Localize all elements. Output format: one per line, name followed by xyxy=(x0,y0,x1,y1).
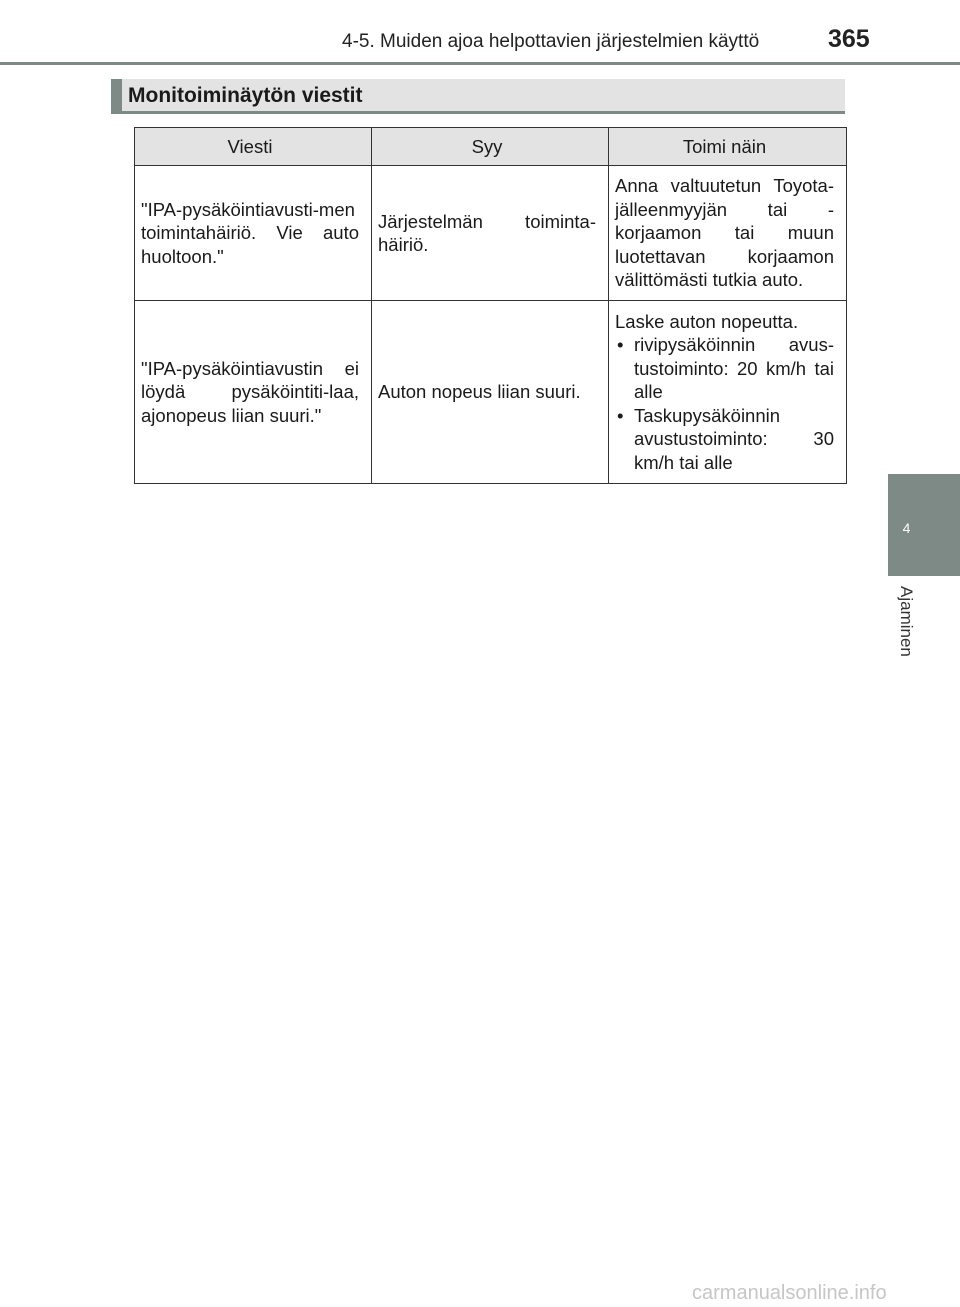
chapter-tab-number: 4 xyxy=(902,520,911,536)
chapter-tab xyxy=(888,474,960,576)
messages-table xyxy=(134,127,847,484)
list-item: • rivipysäköinnin avus-tustoiminto: 20 km/h tai alle xyxy=(615,333,834,404)
column-header-action: Toimi näin xyxy=(609,128,847,166)
list-item: • Taskupysäköinnin avustustoiminto: 30 km/h tai alle xyxy=(615,404,834,475)
chapter-tab-label-text: Ajaminen xyxy=(897,586,916,657)
column-header-message: Viesti xyxy=(135,128,372,166)
watermark: carmanualsonline.info xyxy=(692,1282,887,1304)
message-cell: "IPA-pysäköintiavustin ei löydä pysäköintiti-laa, ajonopeus liian suuri." xyxy=(135,301,372,484)
chapter-title: 4-5. Muiden ajoa helpottavien järjestelmien käyttö xyxy=(342,31,760,52)
action-cell: Anna valtuutetun Toyota-jälleenmyyjän tai -korjaamon tai muun luotettavan korjaamon välittömästi tutkia auto. xyxy=(609,166,847,301)
column-header-cause: Syy xyxy=(372,128,609,166)
cause-cell: Auton nopeus liian suuri. xyxy=(372,301,609,484)
page-number: 365 xyxy=(828,25,870,53)
message-cell: "IPA-pysäköintiavusti-men toimintahäiriö. Vie auto huoltoon." xyxy=(135,166,372,301)
header-divider xyxy=(0,62,960,65)
cause-cell: Järjestelmän toiminta-häiriö. xyxy=(372,166,609,301)
action-list xyxy=(615,333,834,474)
action-cell xyxy=(609,301,847,484)
table-row xyxy=(135,301,847,484)
section-heading-text: Monitoiminäytön viestit xyxy=(128,84,363,107)
table-row xyxy=(135,166,847,301)
section-heading-accent xyxy=(111,79,122,111)
section-heading xyxy=(111,79,845,114)
chapter-tab-label xyxy=(896,586,916,676)
page-header xyxy=(0,0,960,66)
table-header-row xyxy=(135,128,847,166)
action-intro: Laske auton nopeutta. xyxy=(615,310,799,332)
